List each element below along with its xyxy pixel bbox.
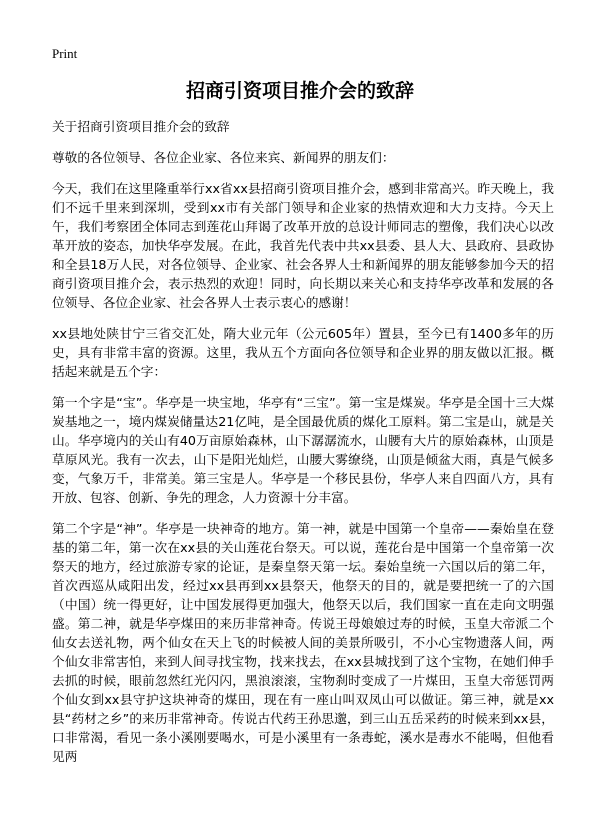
- document-body: [52, 117, 554, 778]
- document-title: 招商引资项目推介会的致辞: [185, 80, 414, 102]
- treasure-paragraph: 第一个字是“宝”。华亭是一块宝地，华亭有“三宝”。第一宝是煤炭。华亭是全国十三大煤炭基地之一，境内煤炭储量达21亿吨，是全国最优质的煤化工原料。第二宝是山，就是关山。华亭境内的关山有40万亩原始森林，山下潺潺流水，山腰有大片的原始森林，山顶是草原风光。我有一次去，山下是阳光灿烂，山腰大雾缭绕，山顶是倾盆大雨，真是气候多变，气象万千，非常美。第三宝是人。华亭是一个移民县份，华亭人来自四面八方，具有开放、包容、创新、争先的理念，人力资源十分丰富。: [52, 395, 554, 505]
- magic-paragraph: 第二个字是“神”。华亭是一块神奇的地方。第一神，就是中国第一个皇帝——秦始皇在登基的第二年，第一次在xx县的关山莲花台祭天。可以说，莲花台是中国第一个皇帝第一次祭天的地方，经过旅游专家的论证，是秦皇祭天第一坛。秦始皇统一六国以后的第二年，首次西巡从咸阳出发，经过xx县再到xx县祭天，他祭天的目的，就是要把统一了的六国（中国）统一得更好，让中国发展得更加强大，他祭天以后，我们国家一直在走向文明强盛。第二神，就是华亭煤田的来历非常神奇。传说王母娘娘过寿的时候，玉皇大帝派二个仙女去送礼物，两个仙女在天上飞的时候被人间的美景所吸引，不小心宝物遗落人间，两个仙女非常害怕，来到人间寻找宝物，找来找去，在xx县城找到了这个宝物，在她们伸手去抓的时候，眼前忽然红光闪闪，黑浪滚滚，宝物刹时变成了一片煤田，玉皇大帝惩罚两个仙女到xx县守护这块神奇的煤田，现在有一座山叫双凤山可以做证。第三神，就是xx县“药材之乡”的来历非常神奇。传说古代药王孙思邈，到三山五岳采药的时候来到xx县，口非常渴，看见一条小溪刚要喝水，可是小溪里有一条毒蛇，溪水是毒水不能喝，但他看见两: [52, 521, 554, 764]
- subtitle-paragraph: 关于招商引资项目推介会的致辞: [52, 119, 230, 134]
- county-intro-paragraph: xx县地处陕甘宁三省交汇处，隋大业元年（公元605年）置县，至今已有1400多年的历史，具有非常丰富的资源。这里，我从五个方面向各位领导和企业界的朋友做以汇报。概括起来就是五个字：: [52, 326, 554, 379]
- welcome-paragraph: 今天，我们在这里隆重举行xx省xx县招商引资项目推介会，感到非常高兴。昨天晚上，我们不远千里来到深圳，受到xx市有关部门领导和企业家的热情欢迎和大力支持。今天上午，我们考察团全体同志到莲花山拜谒了改革开放的总设计师同志的塑像，我们决心以改革开放的姿态，加快华亭发展。在此，我首先代表中共xx县委、县人大、县政府、县政协和全县18万人民，对各位领导、企业家、社会各界人士和新闻界的朋友能够参加今天的招商引资项目推介会，表示热烈的欢迎！同时，向长期以来关心和支持华亭改革和发展的各位领导、各位企业家、社会各界人士表示衷心的感谢！: [52, 181, 554, 310]
- salutation-paragraph: 尊敬的各位领导、各位企业家、各位来宾、新闻界的朋友们：: [52, 150, 395, 165]
- print-link[interactable]: Print: [52, 46, 78, 61]
